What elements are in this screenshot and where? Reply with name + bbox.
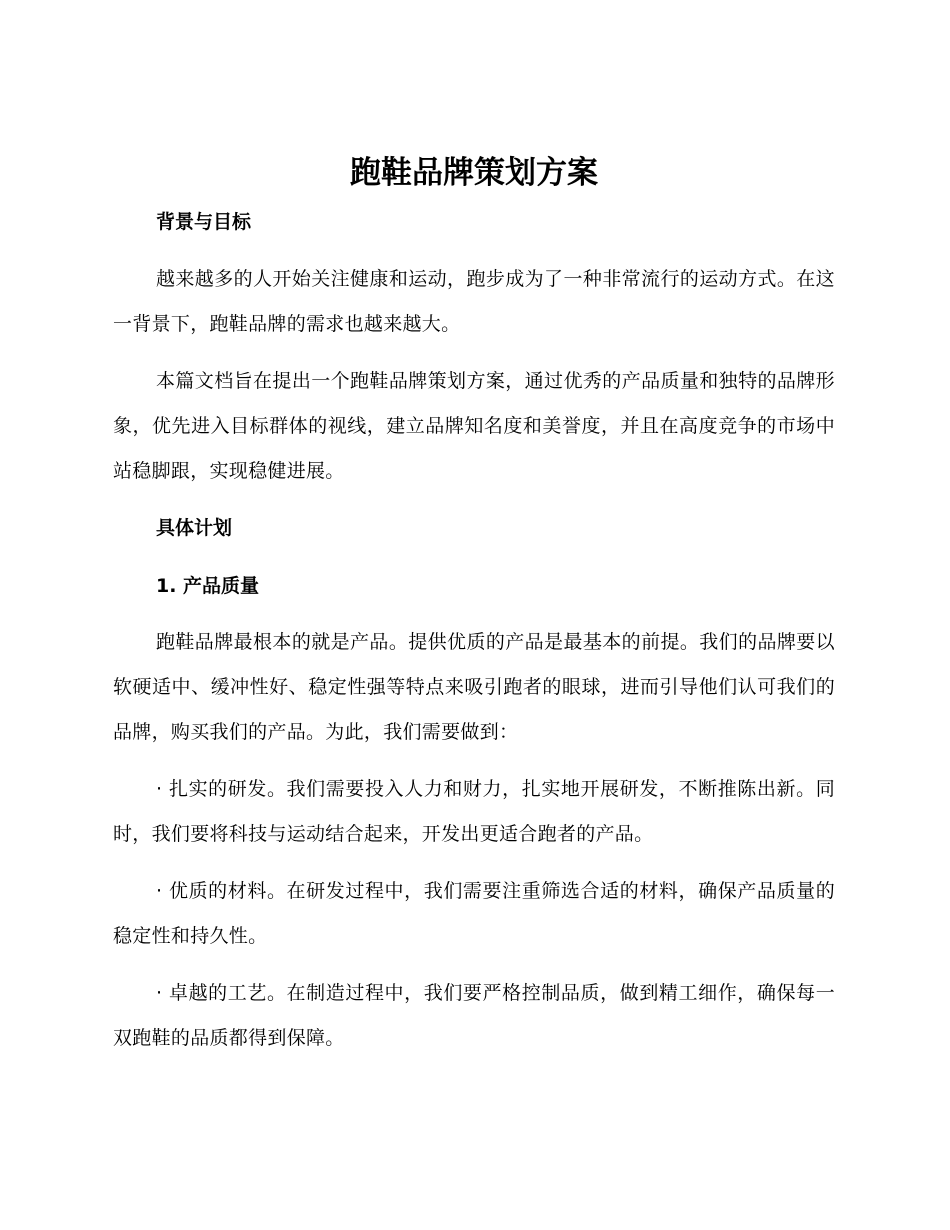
paragraph-background-2: 本篇文档旨在提出一个跑鞋品牌策划方案，通过优秀的产品质量和独特的品牌形象，优先进入目标群体的视线，建立品牌知名度和美誉度，并且在高度竞争的市场中站稳脚跟，实现稳健进展。 [113,370,835,482]
section-heading-plan: 具体计划 [156,517,233,539]
document-title: 跑鞋品牌策划方案 [350,155,598,191]
bullet-research: · 扎实的研发。我们需要投入人力和财力，扎实地开展研发，不断推陈出新。同时，我们要将科技与运动结合起来，开发出更适合跑者的产品。 [113,778,835,845]
paragraph-product-intro: 跑鞋品牌最根本的就是产品。提供优质的产品是最基本的前提。我们的品牌要以软硬适中、缓冲性好、稳定性强等特点来吸引跑者的眼球，进而引导他们认可我们的品牌，购买我们的产品。为此，我们需要做到： [113,631,835,743]
bullet-materials: · 优质的材料。在研发过程中，我们需要注重筛选合适的材料，确保产品质量的稳定性和持久性。 [113,880,835,947]
subheading-product-quality: 1. 产品质量 [156,575,260,597]
paragraph-background-1: 越来越多的人开始关注健康和运动，跑步成为了一种非常流行的运动方式。在这一背景下，跑鞋品牌的需求也越来越大。 [113,268,835,335]
section-heading-background: 背景与目标 [156,211,252,233]
bullet-craftsmanship: · 卓越的工艺。在制造过程中，我们要严格控制品质，做到精工细作，确保每一双跑鞋的品质都得到保障。 [113,982,835,1049]
